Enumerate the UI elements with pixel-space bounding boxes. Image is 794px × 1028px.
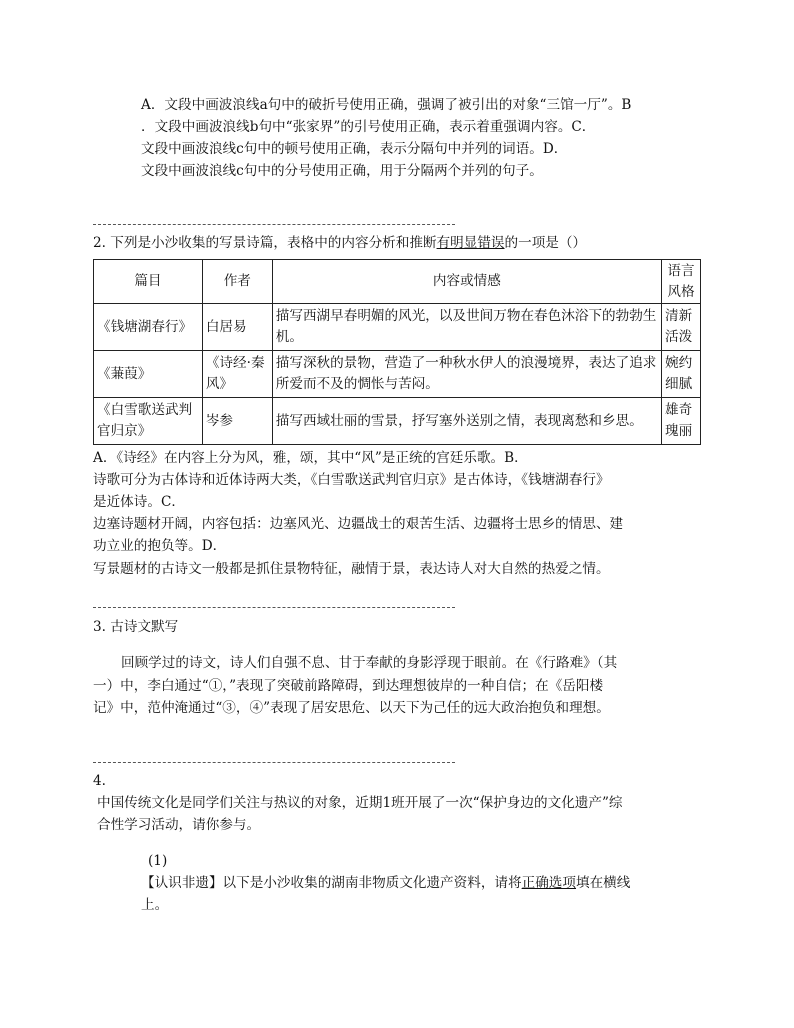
row-author: 岑参 — [202, 398, 272, 445]
q4-sub-line-1 — [141, 873, 630, 895]
header-author: 作者 — [202, 260, 272, 304]
row-content: 描写西湖早春明媚的风光，以及世间万物在春色沐浴下的勃勃生机。 — [272, 304, 661, 351]
q4-sub-prefix: 【认识非遗】以下是小沙收集的湖南非物质文化遗产资料，请将 — [141, 875, 522, 891]
q2-stem-suffix: 的一项是（） — [504, 235, 587, 251]
q3-line-2: 一）中，李白通过“①，”表现了突破前路障碍，到达理想彼岸的一种自信；在《岳阳楼 — [93, 678, 604, 694]
table-row — [94, 398, 701, 445]
header-style: 语言风格 — [662, 260, 701, 304]
q1-option-line-2: ．文段中画波浪线b句中“张家界”的引号使用正确，表示着重强调内容。C． — [141, 119, 596, 135]
header-title: 篇目 — [94, 260, 203, 304]
q3-line-1: 回顾学过的诗文，诗人们自强不息、甘于奉献的身影浮现于眼前。在《行路难》（其 — [121, 655, 618, 671]
q4-sub-emphasis: 正确选项 — [521, 875, 576, 891]
q4-sub-suffix: 填在横线 — [576, 875, 631, 891]
row-title: 《蒹葭》 — [94, 351, 203, 398]
separator — [93, 224, 455, 225]
table-header-row — [94, 260, 701, 304]
q2-option-line-6: 写景题材的古诗文一般都是抓住景物特征，融情于景，表达诗人对大自然的热爱之情。 — [93, 561, 610, 577]
q2-option-line-4: 边塞诗题材开阔，内容包括：边塞风光、边疆战士的艰苦生活、边疆将士思乡的情思、建 — [93, 516, 624, 532]
q2-option-line-2: 诗歌可分为古体诗和近体诗两大类，《白雪歌送武判官归京》是古体诗，《钱塘湖春行》 — [93, 472, 610, 488]
row-title: 《钱塘湖春行》 — [94, 304, 203, 351]
q1-option-line-3: 文段中画波浪线c句中的顿号使用正确，表示分隔句中并列的词语。D． — [141, 141, 568, 157]
q4-number: 4. — [93, 773, 106, 789]
table-row — [94, 304, 701, 351]
poem-table — [93, 259, 701, 445]
row-style: 清新活泼 — [662, 304, 701, 351]
q2-stem-emphasis: 有明显错误 — [436, 235, 505, 251]
q3-heading: 3. 古诗文默写 — [93, 619, 179, 635]
row-title: 《白雪歌送武判官归京》 — [94, 398, 203, 445]
q2-option-line-5: 功立业的抱负等。D． — [93, 538, 227, 554]
q4-line-1: 中国传统文化是同学们关注与热议的对象，近期1班开展了一次“保护身边的文化遗产”综 — [97, 795, 623, 811]
q1-option-line-1: A．文段中画波浪线a句中的破折号使用正确，强调了被引出的对象“三馆一厅”。B — [141, 97, 632, 113]
row-content: 描写西域壮丽的雪景，抒写塞外送别之情，表现离愁和乡思。 — [272, 398, 661, 445]
q2-stem-prefix: 2. 下列是小沙收集的写景诗篇，表格中的内容分析和推断 — [93, 235, 437, 251]
q2-option-line-3: 是近体诗。C． — [93, 494, 185, 510]
q4-line-2: 合性学习活动，请你参与。 — [97, 817, 261, 833]
separator — [93, 762, 455, 763]
q3-line-3: 记》中，范仲淹通过“③，④”表现了居安思危、以天下为己任的远大政治抱负和理想。 — [93, 700, 610, 716]
q4-sub-line-2: 上。 — [141, 897, 169, 913]
row-author: 《诗经·秦风》 — [202, 351, 272, 398]
table-row — [94, 351, 701, 398]
q2-option-line-1: A．《诗经》在内容上分为风，雅，颂，其中“风”是正统的宫廷乐歌。B． — [93, 450, 528, 466]
row-author: 白居易 — [202, 304, 272, 351]
row-content: 描写深秋的景物，营造了一种秋水伊人的浪漫境界，表达了追求所爱而不及的惆怅与苦闷。 — [272, 351, 661, 398]
separator — [93, 607, 455, 608]
q2-stem — [93, 233, 586, 255]
row-style: 婉约细腻 — [662, 351, 701, 398]
q4-sub-number: (1) — [148, 853, 168, 869]
header-content: 内容或情感 — [272, 260, 661, 304]
q1-option-line-4: 文段中画波浪线c句中的分号使用正确，用于分隔两个并列的句子。 — [141, 163, 543, 179]
row-style: 雄奇瑰丽 — [662, 398, 701, 445]
